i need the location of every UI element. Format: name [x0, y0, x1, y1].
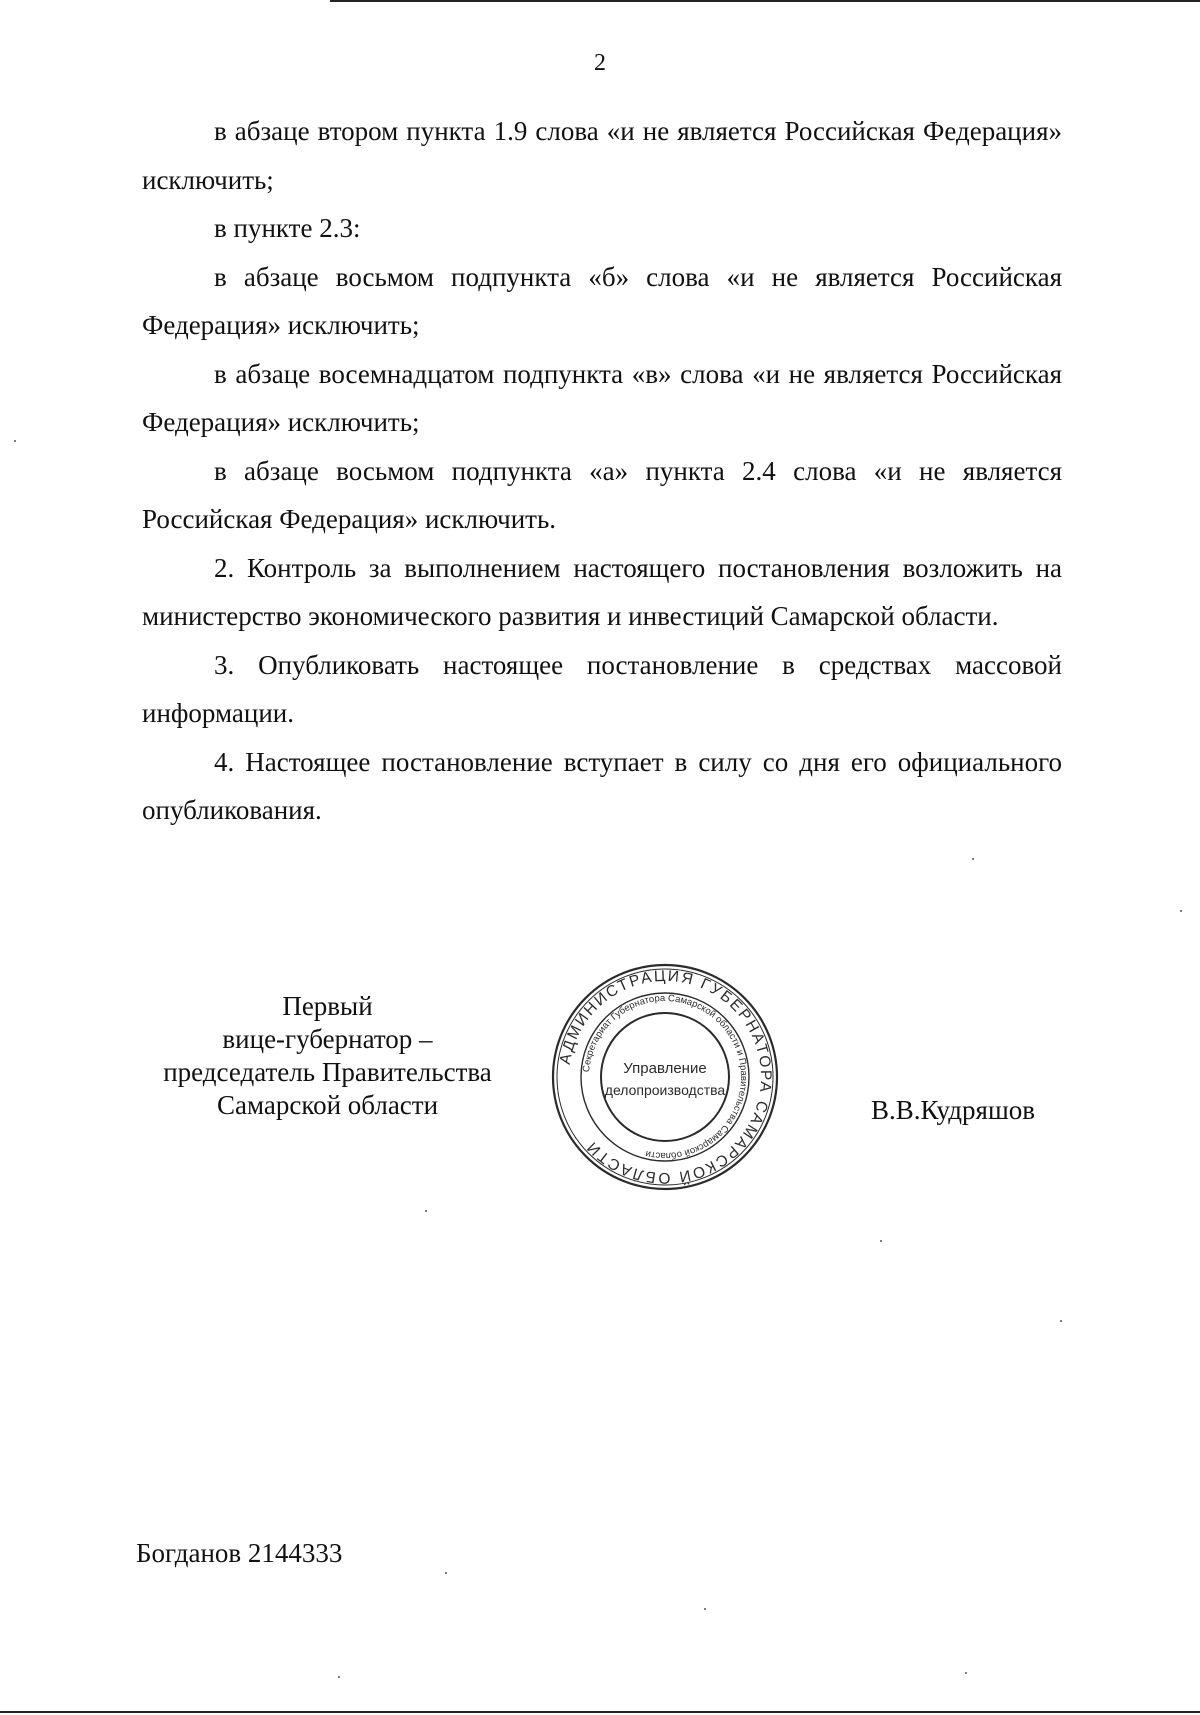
scan-top-edge	[330, 0, 790, 2]
paragraph-2: в пункте 2.3:	[214, 213, 361, 243]
executor-contact: Богданов 2144333	[136, 1538, 343, 1568]
signatory-title-line-2: вице-губернатор –	[222, 1024, 433, 1054]
stamp-center-line-1: Управление	[623, 1060, 707, 1077]
paragraph-4: в абзаце восемнадцатом подпункта «в» слова «и не является Российская Федерация» исключить;	[142, 358, 1062, 437]
signatory-title-line-1: Первый	[282, 991, 373, 1021]
paragraph-3: в абзаце восьмом подпункта «б» слова «и не является Российская Федерация» исключить;	[142, 261, 1062, 340]
signatory-name: В.В.Кудряшов	[871, 1095, 1035, 1125]
document-body	[142, 107, 1062, 835]
signatory-title	[150, 990, 505, 1122]
signatory-title-line-3: председатель Правительства	[163, 1057, 492, 1087]
official-stamp	[550, 962, 780, 1192]
scan-speck	[425, 1210, 427, 1212]
scan-top-edge-right	[790, 0, 1200, 2]
stamp-center-line-2: делопроизводства	[604, 1082, 726, 1098]
paragraph-5: в абзаце восьмом подпункта «а» пункта 2.4 слова «и не является Российская Федерация» исключить.	[142, 455, 1062, 534]
stamp-outer-text: АДМИНИСТРАЦИЯ ГУБЕРНАТОРА САМАРСКОЙ ОБЛАСТИ	[556, 967, 775, 1187]
scan-speck	[338, 1676, 340, 1678]
scan-bottom-edge	[0, 1711, 1200, 1713]
scan-speck	[880, 1240, 882, 1242]
signatory-title-line-4: Самарской области	[216, 1090, 439, 1120]
stamp-inner-ring	[601, 1013, 729, 1141]
scan-speck	[965, 1672, 967, 1674]
scan-speck	[445, 1572, 447, 1574]
paragraph-effect: 4. Настоящее постановление вступает в силу со дня его официального опубликования.	[142, 746, 1062, 825]
paragraph-1: в абзаце втором пункта 1.9 слова «и не является Российская Федерация» исключить;	[142, 116, 1062, 195]
scan-speck	[972, 858, 974, 860]
scan-speck	[1060, 1320, 1062, 1322]
paragraph-publish: 3. Опубликовать настоящее постановление в средствах массовой информации.	[142, 649, 1062, 728]
scan-speck	[14, 440, 16, 442]
scan-speck	[704, 1608, 706, 1610]
paragraph-control: 2. Контроль за выполнением настоящего постановления возложить на министерство экономического развития и инвестиций Самарской области.	[142, 552, 1062, 631]
stamp-inner-text: Секретариат Губернатора Самарской области и Правительства Самарской области	[581, 992, 750, 1162]
page-number: 2	[594, 50, 606, 76]
scan-speck	[1180, 910, 1182, 912]
